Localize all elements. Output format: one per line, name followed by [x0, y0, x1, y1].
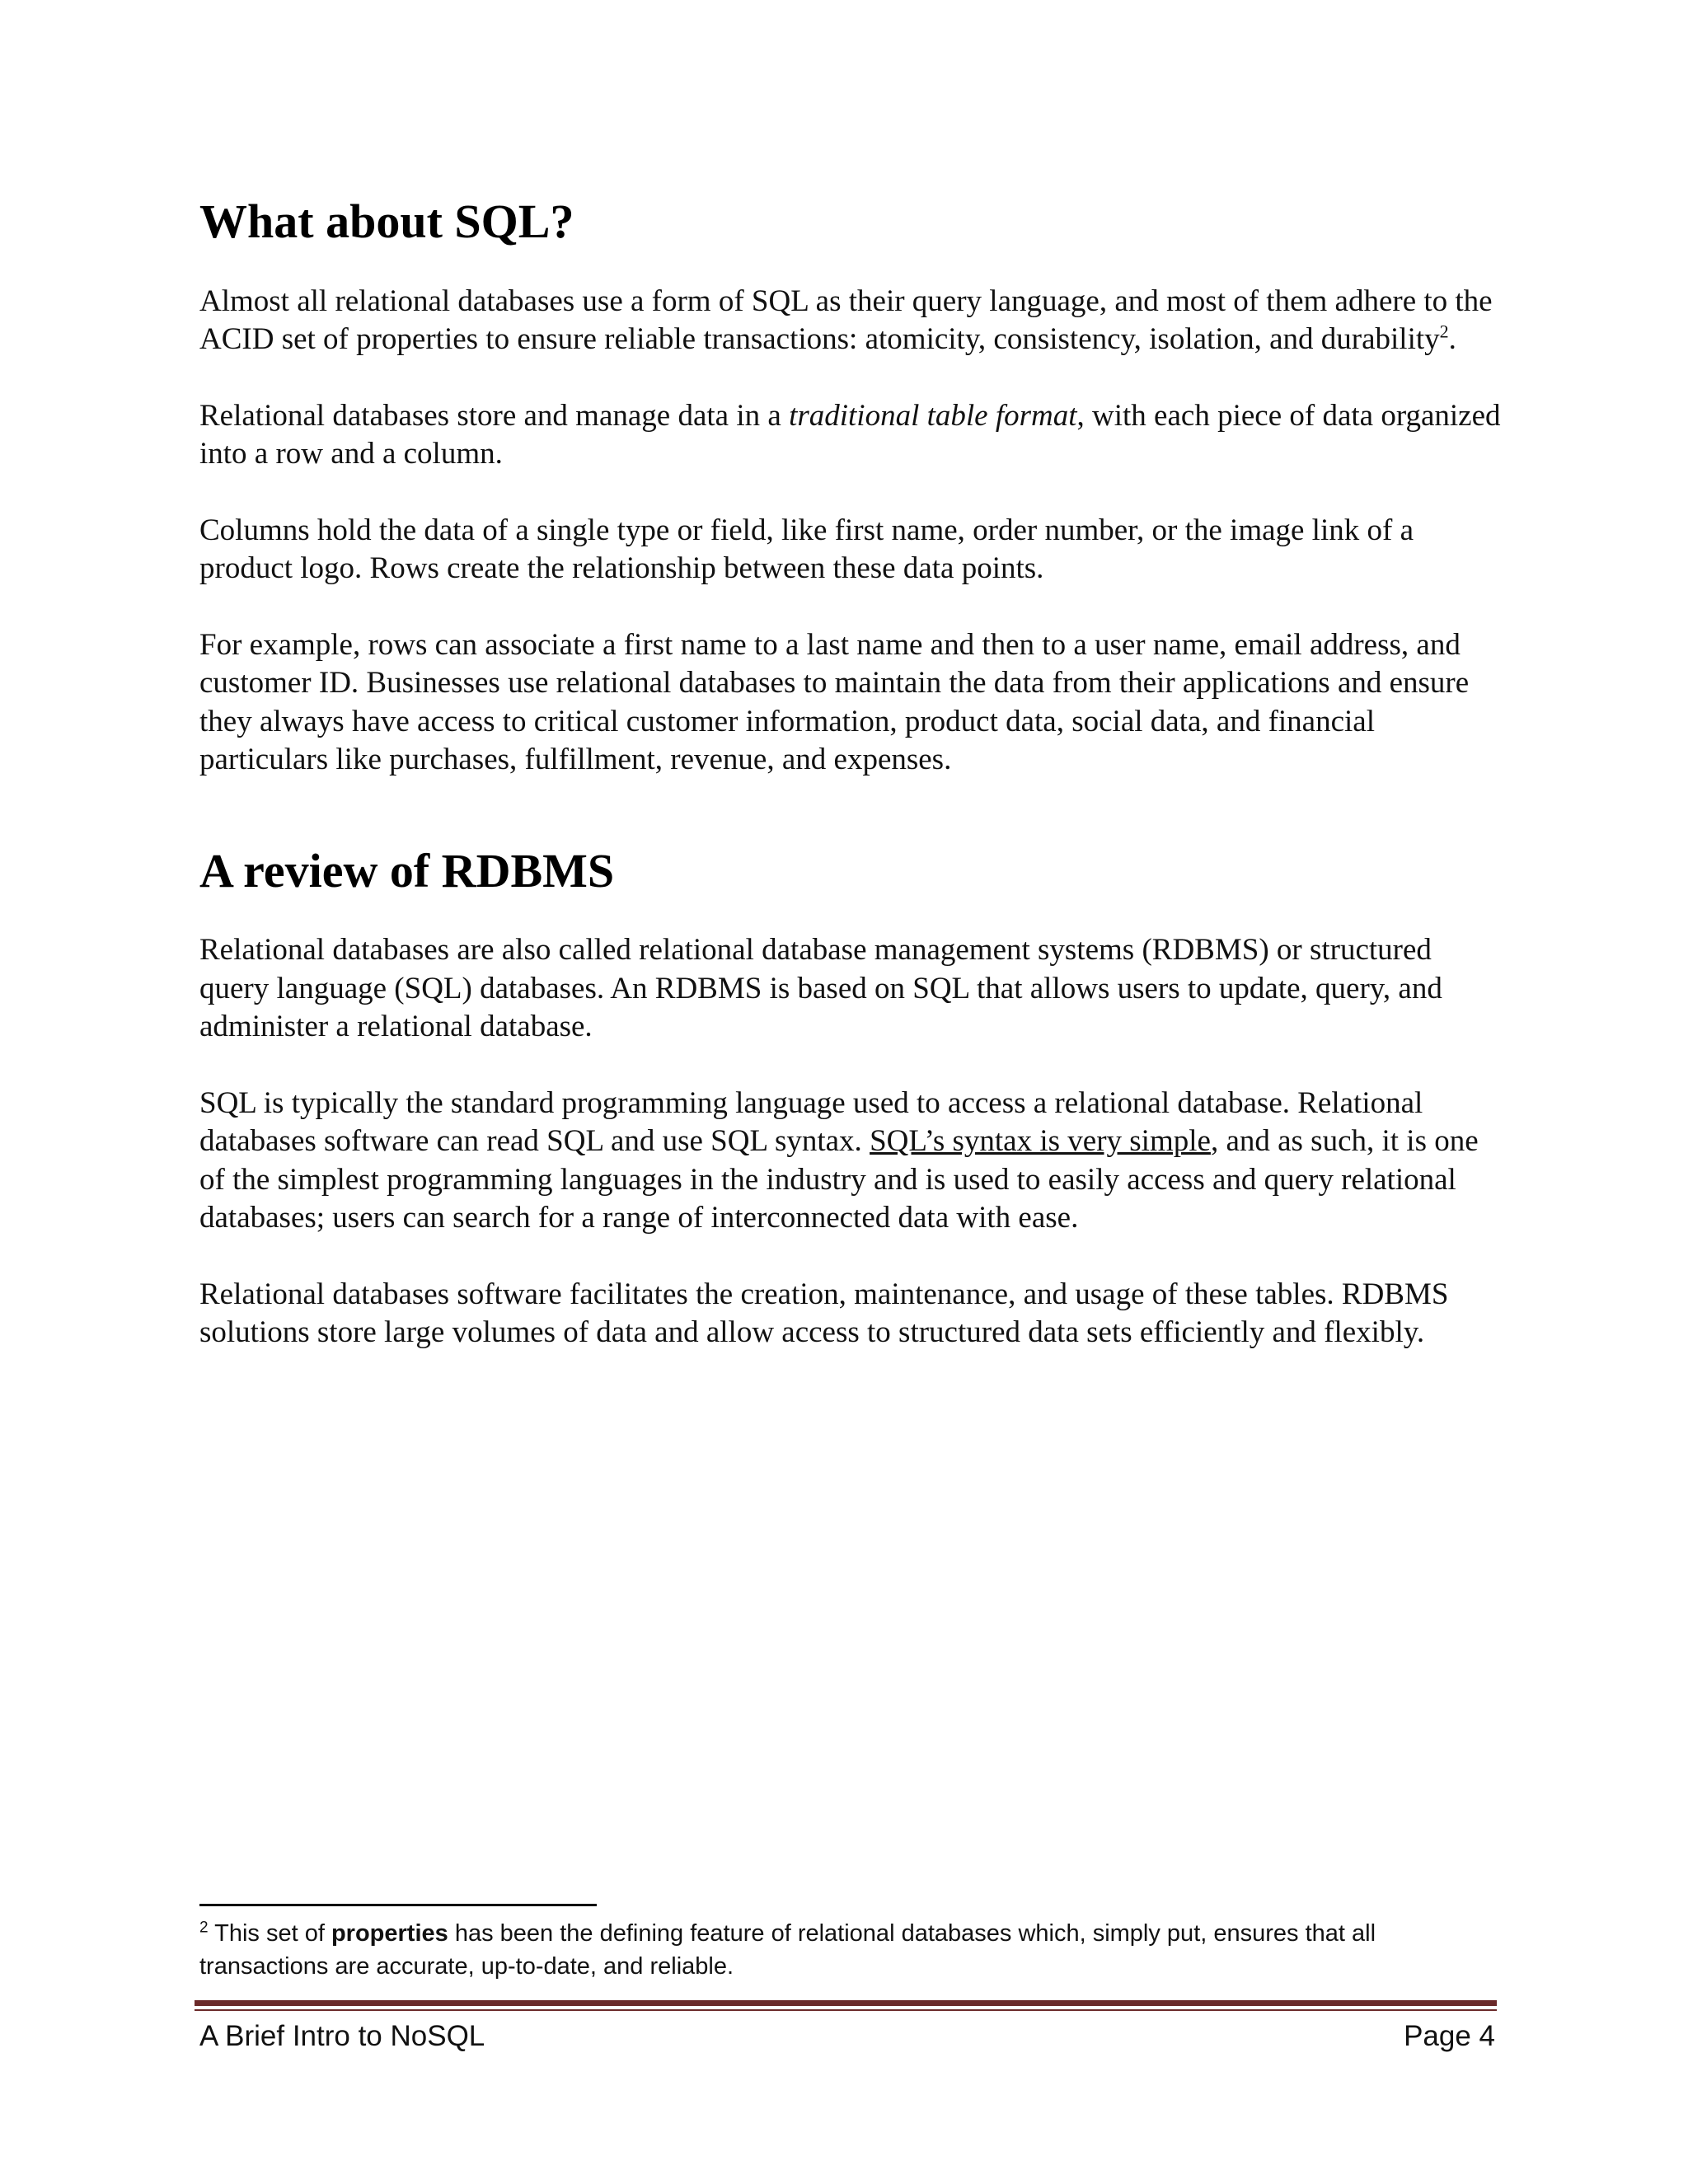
- paragraph-table-format-before: Relational databases store and manage data in a: [199, 398, 790, 433]
- paragraph-acid: [199, 283, 1502, 359]
- paragraph-acid-end: .: [1448, 322, 1456, 357]
- footer-rule-thin: [195, 2009, 1497, 2011]
- section-heading-rdbms: A review of RDBMS: [199, 843, 615, 898]
- italic-phrase: traditional table format: [789, 398, 1077, 433]
- paragraph-sql-language-before: SQL is typically the standard programming language used to access a relational database. Relational databases software can read SQL and use SQL syntax.: [199, 1085, 1423, 1159]
- paragraph-table-format: [199, 397, 1502, 474]
- footer-page-number: Page 4: [1404, 2020, 1495, 2052]
- footnote-reference[interactable]: 2: [1439, 321, 1449, 342]
- paragraph-columns-rows: Columns hold the data of a single type or field, like first name, order number, or the image link of a product logo. Rows create the relationship between these data points.: [199, 513, 1414, 586]
- main-content: [199, 194, 1502, 1390]
- footnote: [199, 1917, 1485, 1983]
- paragraph-rdbms-definition: Relational databases are also called relational database management systems (RDBMS) or structured query language (SQL) databases. An RDBMS is based on SQL that allows users to update, query, and administer a relational database.: [199, 933, 1442, 1044]
- footnote-bold-term: properties: [331, 1920, 448, 1947]
- page-footer: [199, 2016, 1495, 2057]
- paragraph-sql-language-after: , and as such, it is one of the simplest programming languages in the industry and is used to easily access and query relational databases; users can search for a range of interconnected data with ease.: [199, 1124, 1479, 1235]
- paragraph-acid-text: Almost all relational databases use a form of SQL as their query language, and most of them adhere to the ACID set of properties to ensure reliable transactions: atomicity, consistency, isolation, and durability: [199, 284, 1493, 357]
- footnote-number: 2: [199, 1919, 209, 1937]
- footnote-text-after: has been the defining feature of relational databases which, simply put, ensures that all transactions are accurate, up-to-date, and reliable.: [199, 1920, 1376, 1980]
- paragraph-table-format-after: , with each piece of data organized into a row and a column.: [199, 398, 1501, 471]
- paragraph-example: For example, rows can associate a first name to a last name and then to a user name, email address, and customer ID. Businesses use relational databases to maintain the data from their applications and ensure they always have access to critical customer information, product data, social data, and financial particulars like purchases, fulfillment, revenue, and expenses.: [199, 627, 1470, 777]
- footer-document-title: A Brief Intro to NoSQL: [199, 2020, 485, 2052]
- footer-rule-thick: [195, 2000, 1497, 2006]
- footnote-separator: [199, 1904, 597, 1906]
- footnote-text-before: This set of: [208, 1920, 331, 1947]
- sql-syntax-link[interactable]: SQL’s syntax is very simple: [870, 1124, 1211, 1159]
- paragraph-rdbms-software: Relational databases software facilitates the creation, maintenance, and usage of these tables. RDBMS solutions store large volumes of data and allow access to structured data sets efficiently and flexibly.: [199, 1277, 1449, 1350]
- section-heading-sql: What about SQL?: [199, 194, 574, 248]
- paragraph-sql-language: [199, 1085, 1502, 1238]
